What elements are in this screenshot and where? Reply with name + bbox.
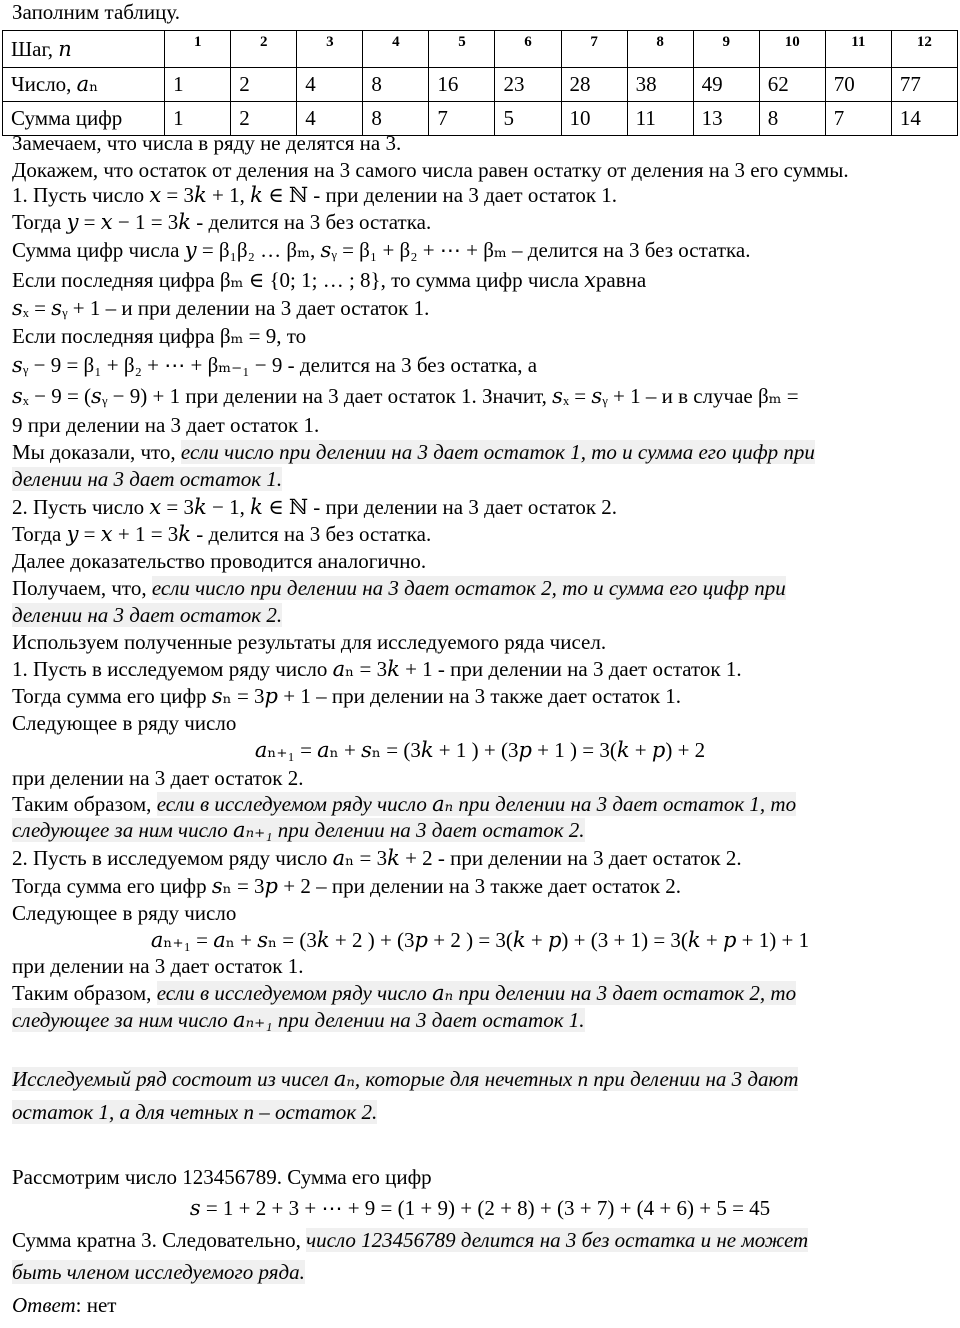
plain-text: 2. Пусть в исследуемом ряду число 𝑎ₙ = 3𝑘 + 2 - при делении на 3 дает остаток 2. (12, 846, 742, 870)
text-line (12, 131, 401, 155)
text-line (12, 818, 585, 842)
step-cell: 9 (693, 31, 759, 68)
step-cell: 4 (363, 31, 429, 68)
text-line (12, 630, 606, 654)
plain-text: Таким образом, (12, 792, 157, 816)
italic-highlight-text: следующее за ним число 𝑎ₙ₊₁ при делении на 3 дает остаток 1. (12, 1008, 585, 1032)
text-line (12, 413, 319, 437)
digit-sum-cell: 7 (825, 102, 891, 136)
italic-highlight-text: если число при делении на 3 дает остаток 1, то и сумма его цифр при (180, 440, 815, 464)
plain-text: Рассмотрим число 123456789. Сумма его цифр (12, 1165, 432, 1189)
plain-text: Используем полученные результаты для исследуемого ряда чисел. (12, 630, 607, 654)
italic-highlight-text: число 123456789 делится на 3 без остатка и не может (306, 1228, 809, 1252)
step-cell: 5 (429, 31, 495, 68)
italic-highlight-text: Исследуемый ряд состоит из чисел 𝑎ₙ, которые для нечетных n при делении на 3 дают (12, 1067, 799, 1091)
digit-sum-cell: 1 (165, 102, 231, 136)
text-line (12, 384, 799, 408)
digit-sum-cell: 5 (495, 102, 561, 136)
row-label-step: Шаг, 𝑛 (3, 31, 165, 68)
text-line (12, 576, 786, 600)
number-cell: 2 (231, 68, 297, 102)
step-cell: 12 (891, 31, 957, 68)
plain-text: Следующее в ряду число (12, 711, 237, 735)
table-row (3, 31, 958, 68)
text-line (12, 684, 681, 708)
digit-sum-cell: 10 (561, 102, 627, 136)
number-cell: 38 (627, 68, 693, 102)
text-line (12, 183, 617, 207)
digit-sum-cell: 8 (759, 102, 825, 136)
italic-highlight-text: делении на 3 дает остаток 2. (12, 603, 283, 627)
text-line (12, 353, 537, 377)
italic-highlight-text: если в исследуемом ряду число 𝑎ₙ при делении на 3 дает остаток 2, то (156, 981, 797, 1005)
plain-text: Тогда сумма его цифр 𝑠ₙ = 3𝑝 + 2 – при делении на 3 также дает остаток 2. (12, 874, 682, 898)
text-line (12, 238, 750, 262)
plain-text: 𝑠ₓ = 𝑠ᵧ + 1 – и при делении на 3 дает остаток 1. (12, 296, 430, 320)
row-label-digit-sum: Сумма цифр (3, 102, 165, 136)
digit-sum-cell: 8 (363, 102, 429, 136)
step-cell: 8 (627, 31, 693, 68)
row-label-number: Число, 𝑎ₙ (3, 68, 165, 102)
formula-text: 𝑠 = 1 + 2 + 3 + ⋯ + 9 = (1 + 9) + (2 + 8) + (3 + 7) + (4 + 6) + 5 = 45 (189, 1196, 771, 1220)
formula-line (0, 928, 960, 952)
number-cell: 1 (165, 68, 231, 102)
steps-table (2, 30, 958, 136)
text-line (12, 210, 431, 234)
digit-sum-cell: 14 (891, 102, 957, 136)
text-line (12, 901, 236, 925)
italic-highlight-text: быть членом исследуемого ряда. (12, 1260, 305, 1284)
text-line (12, 1260, 305, 1284)
plain-text: Тогда сумма его цифр 𝑠ₙ = 3𝑝 + 1 – при делении на 3 также дает остаток 1. (12, 684, 682, 708)
plain-text: 9 при делении на 3 дает остаток 1. (12, 413, 320, 437)
number-cell: 62 (759, 68, 825, 102)
plain-text: Если последняя цифра βₘ ∈ {0; 1; … ; 8}, то сумма цифр числа 𝑥равна (12, 268, 647, 292)
italic-highlight-text: следующее за ним число 𝑎ₙ₊₁ при делении на 3 дает остаток 2. (12, 818, 585, 842)
italic-highlight-text: Ответ (12, 1293, 76, 1317)
plain-text: Тогда 𝑦 = 𝑥 − 1 = 3𝑘 - делится на 3 без остатка. (12, 210, 432, 234)
text-line (12, 657, 742, 681)
intro-text: Заполним таблицу. (12, 0, 181, 24)
table-row (3, 68, 958, 102)
text-line (12, 296, 429, 320)
text-line (12, 766, 303, 790)
plain-text: : нет (75, 1293, 117, 1317)
text-line (12, 440, 815, 464)
plain-text: 2. Пусть число 𝑥 = 3𝑘 − 1, 𝑘 ∈ ℕ - при делении на 3 дает остаток 2. (12, 495, 618, 519)
digit-sum-cell: 13 (693, 102, 759, 136)
digit-sum-cell: 11 (627, 102, 693, 136)
italic-highlight-text: если число при делении на 3 дает остаток 2, то и сумма его цифр при (151, 576, 786, 600)
plain-text: при делении на 3 дает остаток 2. (12, 766, 304, 790)
step-cell: 1 (165, 31, 231, 68)
formula-line (0, 1196, 960, 1220)
formula-text: 𝑎ₙ₊₁ = 𝑎ₙ + 𝑠ₙ = (3𝑘 + 2 ) + (3𝑝 + 2 ) = 3(𝑘 + 𝑝) + (3 + 1) = 3(𝑘 + 𝑝 + 1) + 1 (150, 928, 810, 952)
text-line (12, 1165, 432, 1189)
text-line (12, 268, 646, 292)
text-line (12, 467, 282, 491)
text-line (12, 1293, 116, 1317)
number-cell: 28 (561, 68, 627, 102)
text-line (12, 522, 431, 546)
text-line (12, 1100, 377, 1124)
text-line (12, 711, 236, 735)
plain-text: Таким образом, (12, 981, 157, 1005)
step-cell: 3 (297, 31, 363, 68)
step-cell: 7 (561, 31, 627, 68)
digit-sum-cell: 2 (231, 102, 297, 136)
number-cell: 16 (429, 68, 495, 102)
text-line (12, 1067, 798, 1091)
plain-text: Тогда 𝑦 = 𝑥 + 1 = 3𝑘 - делится на 3 без остатка. (12, 522, 432, 546)
text-line (12, 158, 849, 182)
number-cell: 49 (693, 68, 759, 102)
italic-highlight-text: остаток 1, а для четных n – остаток 2. (12, 1100, 378, 1124)
plain-text: Сумма кратна 3. Следовательно, (12, 1228, 307, 1252)
italic-highlight-text: если в исследуемом ряду число 𝑎ₙ при делении на 3 дает остаток 1, то (156, 792, 797, 816)
number-cell: 23 (495, 68, 561, 102)
plain-text: Далее доказательство проводится аналогично. (12, 549, 427, 573)
text-line (12, 954, 303, 978)
number-cell: 4 (297, 68, 363, 102)
text-line (12, 1228, 808, 1252)
digit-sum-cell: 7 (429, 102, 495, 136)
text-line (12, 874, 681, 898)
plain-text: Замечаем, что числа в ряду не делятся на 3. (12, 131, 402, 155)
text-line (12, 549, 426, 573)
text-line (12, 324, 306, 348)
number-cell: 8 (363, 68, 429, 102)
digit-sum-cell: 4 (297, 102, 363, 136)
step-cell: 11 (825, 31, 891, 68)
plain-text: 𝑠ᵧ − 9 = β₁ + β₂ + ⋯ + βₘ₋₁ − 9 - делится на 3 без остатка, а (12, 353, 538, 377)
plain-text: Докажем, что остаток от деления на 3 самого числа равен остатку от деления на 3 его суммы. (12, 158, 849, 182)
plain-text: Мы доказали, что, (12, 440, 181, 464)
plain-text: 𝑠ₓ − 9 = (𝑠ᵧ − 9) + 1 при делении на 3 дает остаток 1. Значит, 𝑠ₓ = 𝑠ᵧ + 1 – и в случае βₘ = (12, 384, 799, 408)
number-cell: 77 (891, 68, 957, 102)
number-cell: 70 (825, 68, 891, 102)
italic-highlight-text: делении на 3 дает остаток 1. (12, 467, 283, 491)
plain-text: Получаем, что, (12, 576, 152, 600)
plain-text: 1. Пусть в исследуемом ряду число 𝑎ₙ = 3𝑘 + 1 - при делении на 3 дает остаток 1. (12, 657, 742, 681)
text-line (12, 603, 282, 627)
text-line (12, 1008, 585, 1032)
plain-text: при делении на 3 дает остаток 1. (12, 954, 304, 978)
text-line (12, 792, 796, 816)
text-line (12, 846, 742, 870)
plain-text: 1. Пусть число 𝑥 = 3𝑘 + 1, 𝑘 ∈ ℕ - при делении на 3 дает остаток 1. (12, 183, 618, 207)
text-line (12, 495, 617, 519)
plain-text: Следующее в ряду число (12, 901, 237, 925)
step-cell: 10 (759, 31, 825, 68)
plain-text: Если последняя цифра βₘ = 9, то (12, 324, 307, 348)
formula-line (0, 738, 960, 762)
plain-text: Сумма цифр числа 𝑦 = β₁β₂ … βₘ, 𝑠ᵧ = β₁ + β₂ + ⋯ + βₘ – делится на 3 без остатка. (12, 238, 751, 262)
formula-text: 𝑎ₙ₊₁ = 𝑎ₙ + 𝑠ₙ = (3𝑘 + 1 ) + (3𝑝 + 1 ) = 3(𝑘 + 𝑝) + 2 (254, 738, 706, 762)
step-cell: 6 (495, 31, 561, 68)
text-line (12, 981, 796, 1005)
step-cell: 2 (231, 31, 297, 68)
